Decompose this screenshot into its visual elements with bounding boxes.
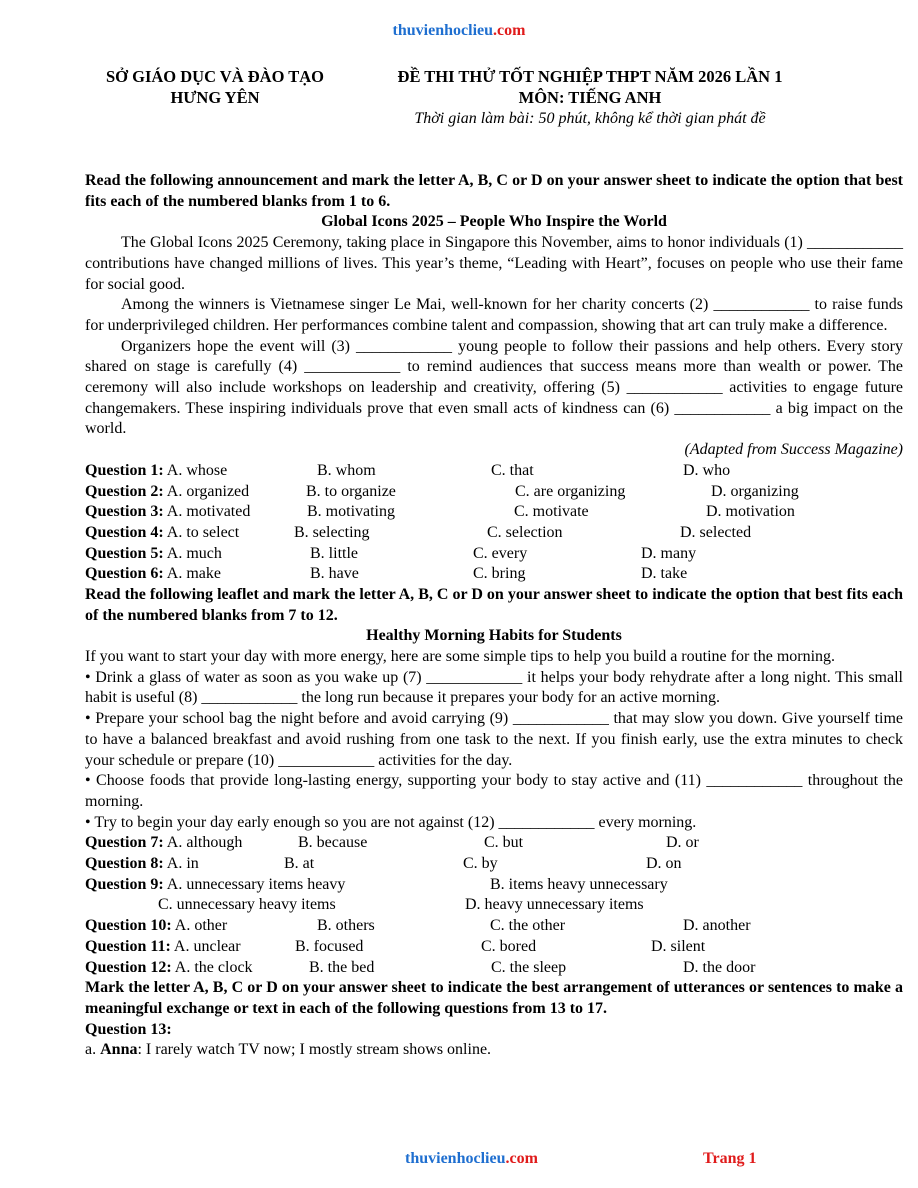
option-d: D. on xyxy=(646,855,682,873)
option-c: C. that xyxy=(491,461,534,479)
option-b: B. have xyxy=(310,565,359,583)
option-d: D. organizing xyxy=(711,482,799,500)
option-d: D. the door xyxy=(683,958,756,976)
option-a: A. motivated xyxy=(166,503,251,521)
option-d: D. motivation xyxy=(706,503,795,521)
utterance-text: : I rarely watch TV now; I mostly stream shows online. xyxy=(137,1041,492,1059)
option-c: C. unnecessary heavy items xyxy=(158,896,336,914)
option-b: B. because xyxy=(298,834,368,852)
section2-paragraph: • Drink a glass of water as soon as you wake up (7) ____________ it helps your body rehydrate after a long night. This small habit is useful (8) ____________ the long run because it prepares your body for an active morning. xyxy=(85,668,903,707)
option-c: C. bored xyxy=(481,937,537,955)
question-row xyxy=(85,875,903,896)
option-d: D. take xyxy=(641,565,688,583)
option-b: B. the bed xyxy=(309,958,375,976)
question-label: Question 5: xyxy=(85,544,164,562)
question-row xyxy=(85,502,903,523)
question-label: Question 7: xyxy=(85,834,164,852)
question-label: Question 2: xyxy=(85,482,164,500)
option-a: A. in xyxy=(166,855,199,873)
option-b: B. motivating xyxy=(307,503,395,521)
option-d: D. who xyxy=(683,461,731,479)
question-label: Question 11: xyxy=(85,937,171,955)
option-c: C. but xyxy=(484,834,524,852)
site-name: thuvienhoclieu xyxy=(392,22,494,39)
question-13-item-a xyxy=(85,1040,903,1061)
question-label: Question 9: xyxy=(85,875,164,893)
section1-paragraph: The Global Icons 2025 Ceremony, taking place in Singapore this November, aims to honor individuals (1) ____________ contributions have changed millions of lives. This year’s theme, “Leading with Heart”, focuses on people who use their fame for social good. xyxy=(85,234,903,293)
site-footer xyxy=(405,1150,538,1168)
option-b: B. whom xyxy=(317,461,376,479)
question-row xyxy=(85,523,903,544)
option-a: A. although xyxy=(166,834,243,852)
option-c: C. the sleep xyxy=(491,958,567,976)
exam-time: Thời gian làm bài: 50 phút, không kể thời gian phát đề xyxy=(414,110,766,127)
section2-paragraph: If you want to start your day with more energy, here are some simple tips to help you build a routine for the morning. xyxy=(85,648,836,666)
site-header xyxy=(0,22,918,40)
site-domain: .com xyxy=(493,22,526,39)
question-label: Question 8: xyxy=(85,855,164,873)
option-b: B. focused xyxy=(295,937,364,955)
question-row xyxy=(85,833,903,854)
question-row xyxy=(85,937,903,958)
option-c: C. by xyxy=(463,855,498,873)
speaker-name: Anna xyxy=(100,1041,138,1059)
question-row xyxy=(85,482,903,503)
option-c: C. motivate xyxy=(514,503,589,521)
item-prefix: a. xyxy=(85,1041,101,1059)
question-13-label: Question 13: xyxy=(85,1020,172,1038)
section2-instruction: Read the following leaflet and mark the letter A, B, C or D on your answer sheet to indicate the option that best fits each of the numbered blanks from 7 to 12. xyxy=(85,585,903,624)
section2-paragraph: • Choose foods that provide long-lasting energy, supporting your body to stay active and (11) ____________ throughout the morning. xyxy=(85,772,903,810)
option-a: A. unclear xyxy=(173,937,241,955)
question-label: Question 12: xyxy=(85,958,172,976)
section1-instruction: Read the following announcement and mark the letter A, B, C or D on your answer sheet to indicate the option that best fits each of the numbered blanks from 1 to 6. xyxy=(85,172,903,210)
option-d: D. or xyxy=(666,834,699,852)
option-a: A. the clock xyxy=(174,958,253,976)
question-row xyxy=(85,544,903,565)
section1-paragraph: Organizers hope the event will (3) ____________ young people to follow their passions and help others. Every story shared on stage is carefully (4) ____________ to remind audiences that success means more than wealth or power. The ceremony will also include workshops on leadership and creativity, offering (5) ____________ activities to engage future changemakers. These inspiring individuals prove that even small acts of kindness can (6) ____________ a big impact on the world. xyxy=(85,337,903,438)
option-d: D. heavy unnecessary items xyxy=(465,896,644,914)
question-row xyxy=(85,854,903,875)
option-c: C. the other xyxy=(490,917,566,935)
option-c: C. selection xyxy=(487,523,563,541)
option-a: A. organized xyxy=(166,482,250,500)
option-a: A. make xyxy=(166,565,221,583)
exam-subject: MÔN: TIẾNG ANH xyxy=(518,88,662,107)
question-row xyxy=(85,461,903,482)
section2-title: Healthy Morning Habits for Students xyxy=(366,627,622,645)
question-label: Question 3: xyxy=(85,503,164,521)
section2-paragraph: • Prepare your school bag the night before and avoid carrying (9) ____________ that may slow you down. Give yourself time to have a balanced breakfast and avoid rushing from one task to the next. If you finish early, use the extra minutes to check your schedule or prepare (10) ____________ activities for the day. xyxy=(85,710,903,769)
site-domain: .com xyxy=(505,1150,538,1167)
question-label: Question 6: xyxy=(85,565,164,583)
option-a: A. much xyxy=(166,544,222,562)
option-a: A. whose xyxy=(166,461,228,479)
exam-content xyxy=(85,171,903,1061)
option-d: D. silent xyxy=(651,937,706,955)
option-b: B. items heavy unnecessary xyxy=(490,875,668,893)
exam-title: ĐỀ THI THỬ TỐT NGHIỆP THPT NĂM 2026 LẦN 1 xyxy=(397,67,783,86)
question-row xyxy=(85,895,903,916)
option-b: B. selecting xyxy=(294,523,370,541)
option-b: B. little xyxy=(310,544,358,562)
site-name: thuvienhoclieu xyxy=(405,1150,506,1167)
question-row xyxy=(85,958,903,979)
province-name: HƯNG YÊN xyxy=(170,88,260,107)
department-block xyxy=(70,66,360,108)
option-d: D. many xyxy=(641,544,697,562)
page-number: Trang 1 xyxy=(703,1150,757,1167)
option-c: C. every xyxy=(473,544,528,562)
section3-instruction: Mark the letter A, B, C or D on your answer sheet to indicate the best arrangement of utterances or sentences to make a meaningful exchange or text in each of the following questions from 13 to 17. xyxy=(85,979,903,1017)
option-b: B. others xyxy=(317,917,375,935)
option-d: D. another xyxy=(683,917,751,935)
exam-header-block xyxy=(360,66,820,129)
question-row xyxy=(85,916,903,937)
question-label: Question 4: xyxy=(85,523,164,541)
option-a: A. to select xyxy=(166,523,240,541)
option-b: B. at xyxy=(284,855,315,873)
section1-source: (Adapted from Success Magazine) xyxy=(684,441,903,459)
section2-paragraph: • Try to begin your day early enough so you are not against (12) ____________ every morning. xyxy=(85,813,697,831)
option-c: C. bring xyxy=(473,565,526,583)
option-a: A. other xyxy=(174,917,228,935)
section1-paragraph: Among the winners is Vietnamese singer Le Mai, well-known for her charity concerts (2) ____________ to raise funds for underprivileged children. Her performances combine talent and compassion, showing that art can truly make a difference. xyxy=(85,296,903,334)
option-d: D. selected xyxy=(680,523,752,541)
question-label: Question 1: xyxy=(85,461,164,479)
section1-title: Global Icons 2025 – People Who Inspire the World xyxy=(321,213,667,231)
department-name: SỞ GIÁO DỤC VÀ ĐÀO TẠO xyxy=(105,67,325,86)
option-b: B. to organize xyxy=(306,482,396,500)
question-label: Question 10: xyxy=(85,917,172,935)
question-row xyxy=(85,564,903,585)
option-a: A. unnecessary items heavy xyxy=(166,875,346,893)
option-c: C. are organizing xyxy=(515,482,626,500)
